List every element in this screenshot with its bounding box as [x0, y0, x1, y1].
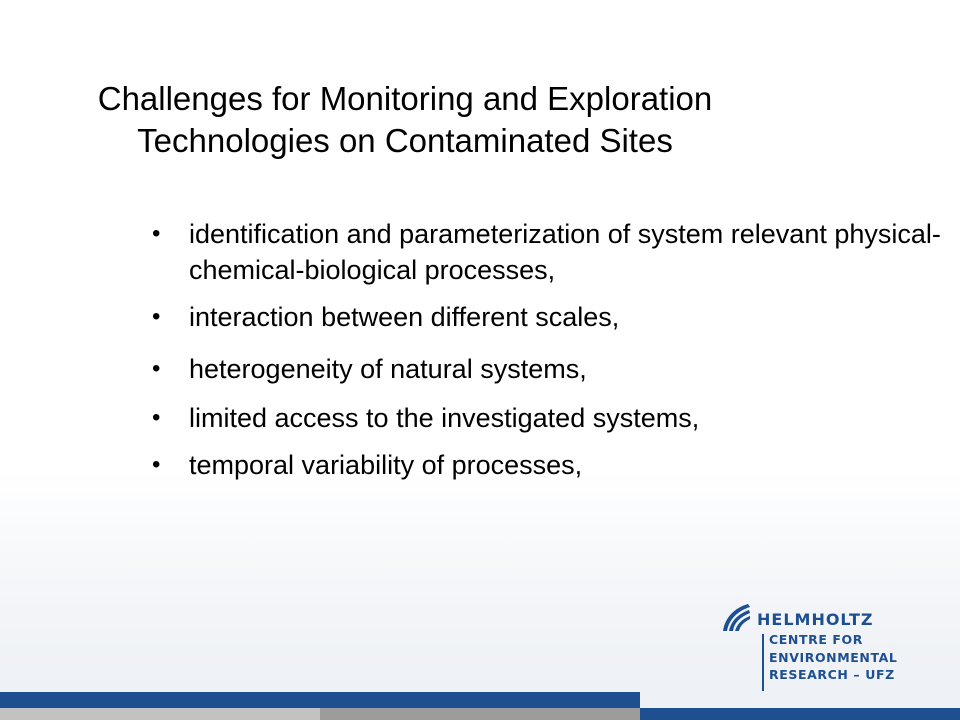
bullet-dot: • — [152, 220, 161, 247]
bullet-text: temporal variability of processes, — [189, 450, 583, 480]
logo-subtitle-line-3: RESEARCH – UFZ — [769, 667, 895, 682]
bullet-item — [150, 400, 955, 436]
logo-subtitle — [769, 631, 897, 684]
bullet-text: interaction between different scales, — [189, 302, 620, 332]
bullet-dot: • — [152, 451, 161, 478]
slide-title-line-1: Challenges for Monitoring and Exploration — [97, 80, 713, 117]
logo-subtitle-line-2: ENVIRONMENTAL — [769, 649, 898, 665]
slide-title — [0, 78, 810, 162]
bullet-item — [150, 299, 955, 335]
footer-gray-band-light — [0, 708, 320, 720]
helmholtz-ufz-logo — [722, 598, 922, 690]
logo-divider — [762, 634, 764, 691]
logo-subtitle-line-1: CENTRE FOR — [769, 632, 864, 647]
logo-name: HELMHOLTZ — [757, 610, 874, 629]
bullet-list — [150, 216, 955, 483]
bullet-item — [150, 447, 955, 483]
bullet-text: limited access to the investigated systems, — [189, 403, 700, 433]
footer-gray-band-dark — [320, 708, 640, 720]
footer-blue-band — [0, 692, 640, 708]
bullet-text: identification and parameterization of system relevant physical-chemical-biological processes, — [189, 219, 941, 285]
bullet-item — [150, 351, 955, 387]
slide-title-line-2: Technologies on Contaminated Sites — [137, 122, 673, 159]
bullet-text: heterogeneity of natural systems, — [189, 354, 587, 384]
helmholtz-logo-icon — [722, 602, 752, 632]
bullet-dot: • — [152, 404, 161, 431]
bullet-item — [150, 216, 955, 288]
bullet-dot: • — [152, 355, 161, 382]
footer-blue-band-right — [640, 708, 960, 720]
bullet-dot: • — [152, 303, 161, 330]
footer-bar — [0, 692, 960, 720]
